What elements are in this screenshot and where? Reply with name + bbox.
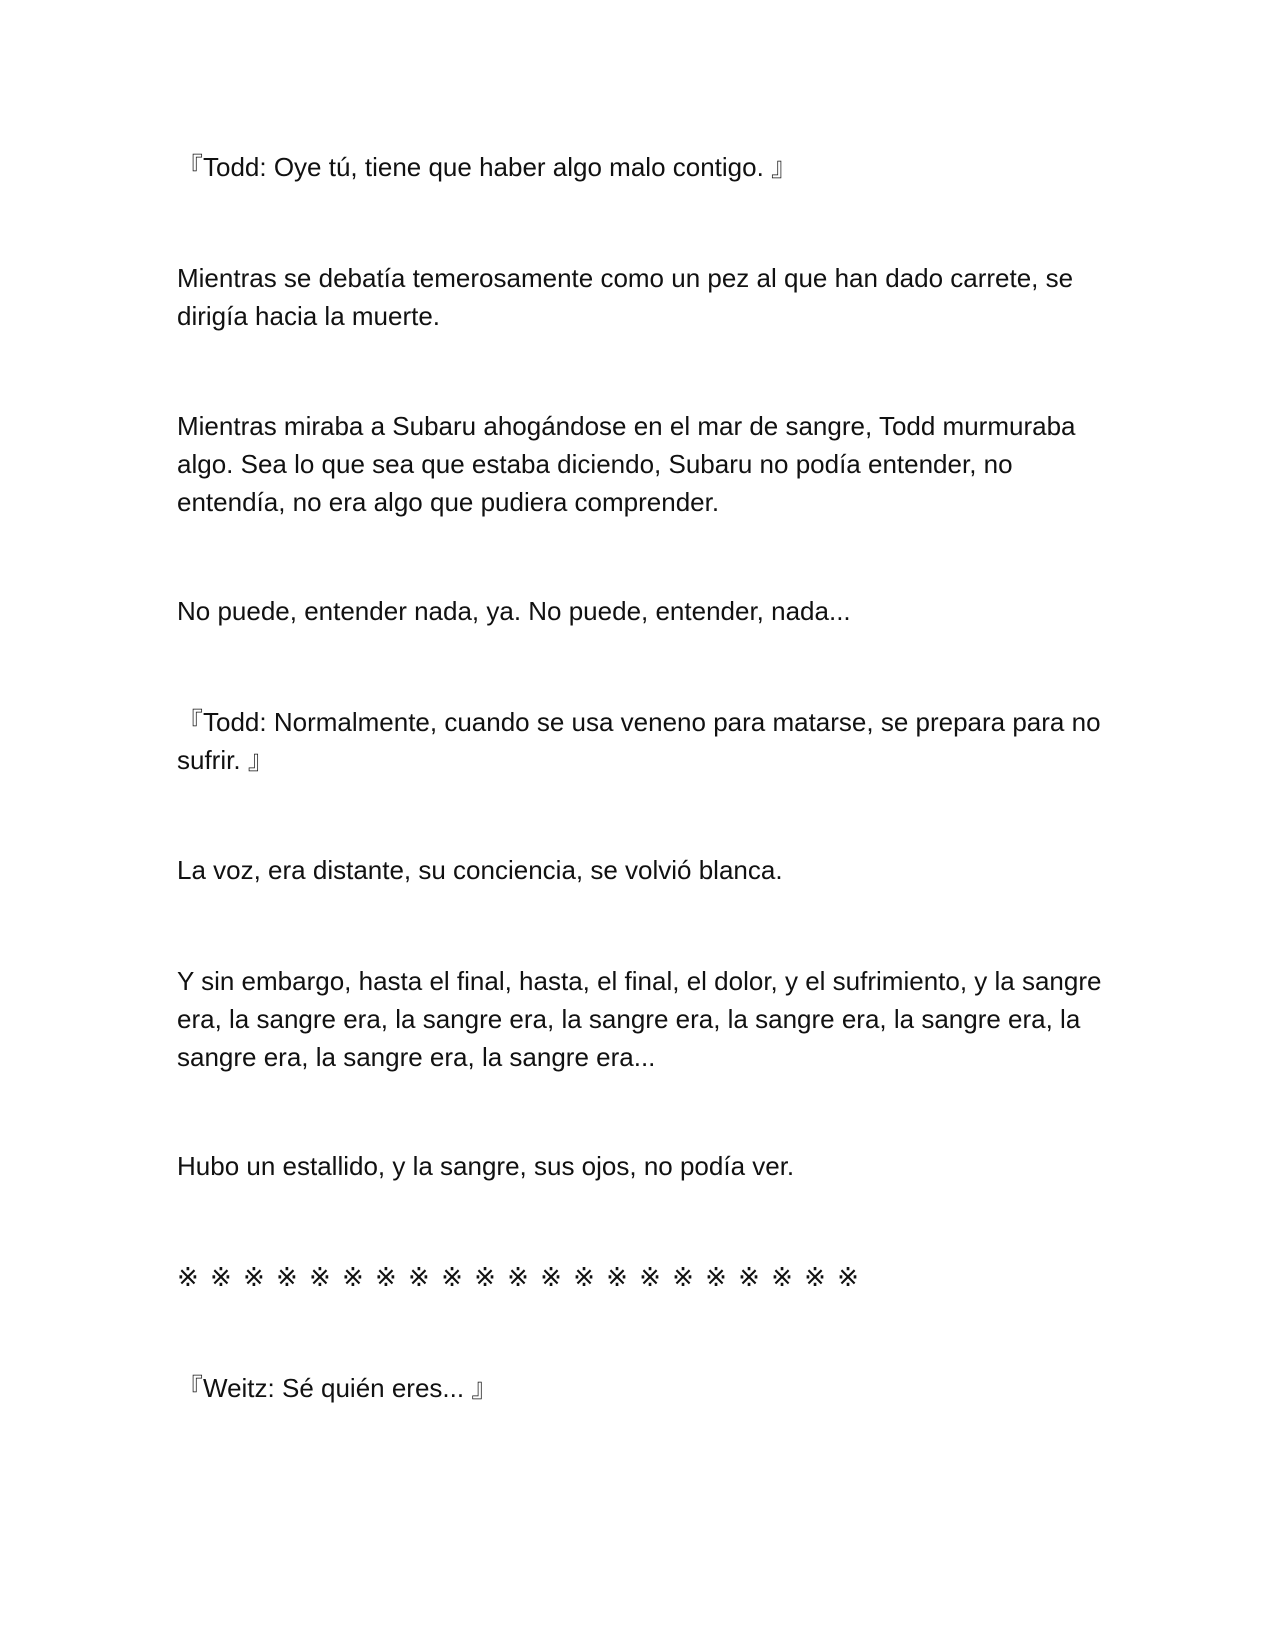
narration-paragraph: La voz, era distante, su conciencia, se volvió blanca. (177, 855, 783, 885)
narration-paragraph: No puede, entender nada, ya. No puede, entender, nada... (177, 596, 851, 626)
narration-paragraph: Hubo un estallido, y la sangre, sus ojos, no podía ver. (177, 1151, 795, 1181)
narration-paragraph: Y sin embargo, hasta el final, hasta, el final, el dolor, y el sufrimiento, y la sangre era, la sangre era, la sangre era, la sangre era, la sangre era, la sangre era, la sangre era, la sangre era, la sangre era... (177, 966, 1102, 1072)
dialogue-paragraph: 『Todd: Normalmente, cuando se usa veneno para matarse, se prepara para no sufrir. 』 (177, 707, 1101, 775)
dialogue-paragraph: 『Weitz: Sé quién eres... 』 (177, 1373, 498, 1403)
dialogue-paragraph: 『Todd: Oye tú, tiene que haber algo malo contigo. 』 (177, 152, 798, 182)
narration-paragraph: Mientras miraba a Subaru ahogándose en el mar de sangre, Todd murmuraba algo. Sea lo que sea que estaba diciendo, Subaru no podía entender, no entendía, no era algo que pudiera comprender. (177, 411, 1076, 517)
narration-paragraph: Mientras se debatía temerosamente como un pez al que han dado carrete, se dirigía hacia la muerte. (177, 263, 1074, 331)
scene-break-divider: ※ ※ ※ ※ ※ ※ ※ ※ ※ ※ ※ ※ ※ ※ ※ ※ ※ ※ ※ ※ ※ (177, 1262, 861, 1292)
